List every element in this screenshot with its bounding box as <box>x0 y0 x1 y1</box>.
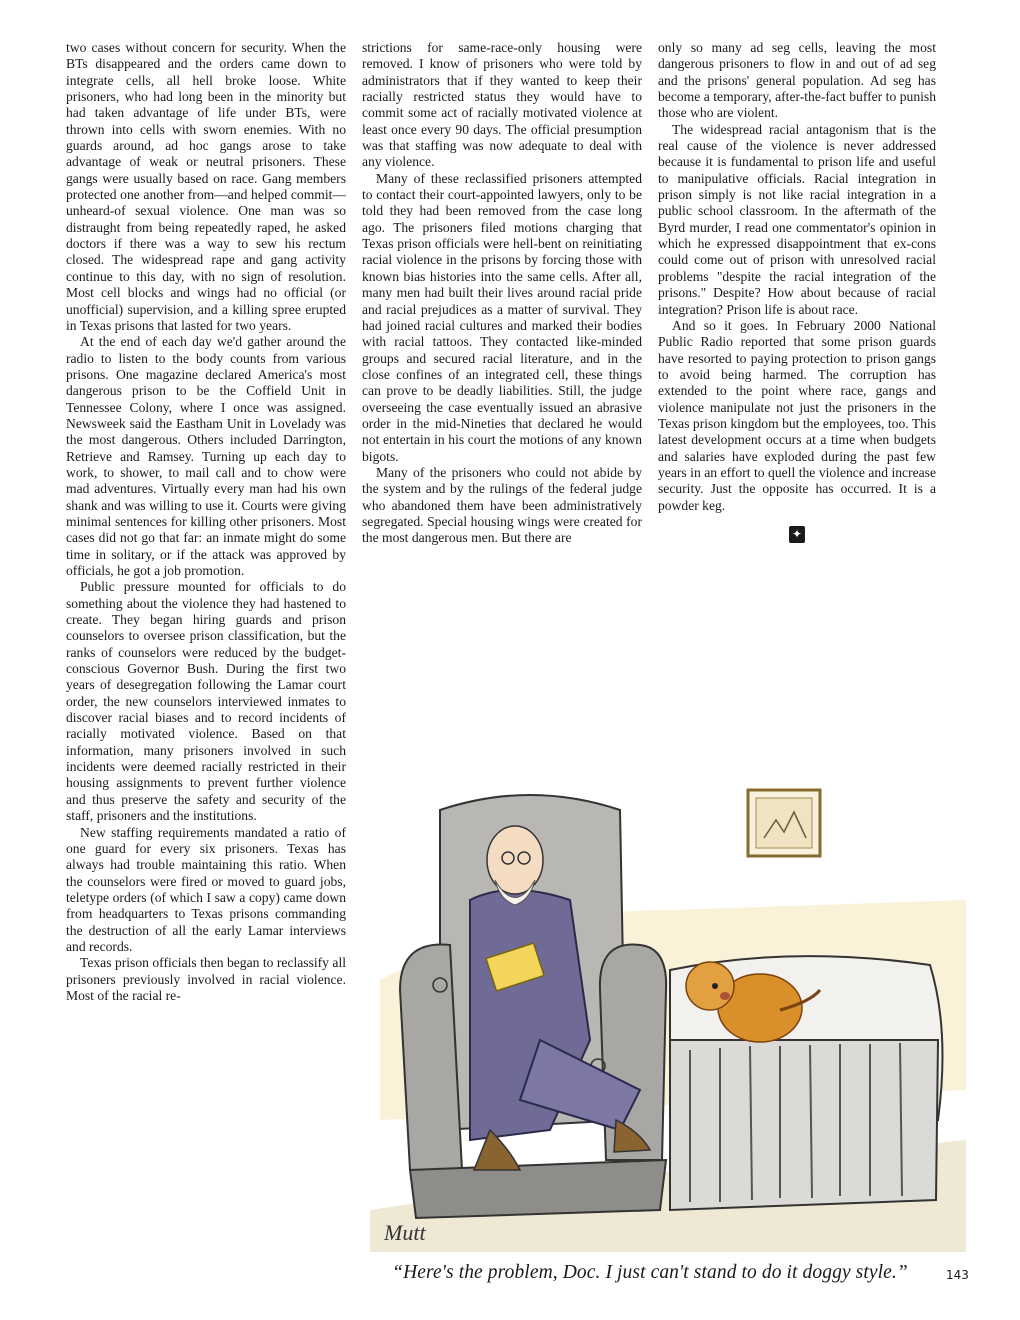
cartoon-illustration <box>370 740 966 1252</box>
paragraph: Texas prison officials then began to reclassify all prisoners previously involved in racial violence. Most of the racial re- <box>66 955 346 1003</box>
paragraph: strictions for same-race-only housing were removed. I know of prisoners who were told by administrators that if they wanted to keep their racially restricted status they would have to commit some act of racially motivated violence at least once every 90 days. The official presumption was that staffing was now adequate to deal with any violence. <box>362 40 642 170</box>
paragraph: Public pressure mounted for officials to do something about the violence they had hastened to create. They began hiring guards and prison counselors to oversee prison classification, but the ranks of counselors were reduced by the budget-conscious Governor Bush. During the first two years of desegregation following the Lamar court order, the new counselors interviewed inmates to discover racial biases and to record incidents of racially motivated violence. Based on that information, many prisoners involved in such incidents were deemed racially restricted in their housing assignments to prevent further violence and thus preserve the safety and security of the staff, prisoners and the institutions. <box>66 579 346 824</box>
paragraph: Many of the prisoners who could not abide by the system and by the rulings of the federal judge who abandoned them have been administratively segregated. Special housing wings were created for the most dangerous men. But there are <box>362 464 642 546</box>
paragraph: only so many ad seg cells, leaving the most dangerous prisoners to flow in and out of ad seg and the prisons' general population. Ad seg has become a temporary, after-the-fact buffer to punish those who are violent. <box>658 40 936 121</box>
wall-picture <box>748 790 820 856</box>
article-column-2 <box>362 40 642 547</box>
paragraph: And so it goes. In February 2000 National Public Radio reported that some prison guards have resorted to paying protection to prison gangs to avoid being harmed. The corruption has extended to the point where race, gangs and violence manipulate not just the prisoners in the Texas prison kingdom but the employees, too. This latest development occurs at a time when budgets and salaries have exploded during the past few years in an effort to quell the violence and increase security. Just the opposite has occurred. It is a powder keg. <box>658 317 936 513</box>
artist-signature: Mutt <box>384 1220 426 1245</box>
page-number: 143 <box>946 1268 969 1282</box>
paragraph: Many of these reclassified prisoners attempted to contact their court-appointed lawyers, only to be told they had been removed from the case long ago. The prisoners filed motions charging that Texas prison officials were hell-bent on reinitiating racial violence in the prisons by forcing those with known bias histories into the same cells. After all, many men had built their lives around racial pride and racial prejudices as a matter of survival. They had joined racial cultures and marked their bodies with racial tattoos. They contacted like-minded groups and secured racial literature, and in the close confines of an integrated cell, these things can prove to be deadly liabilities. Still, the judge overseeing the case eventually issued an abrasive order in the mid-Nineties that declared he would not entertain in his court the motions of any known bigots. <box>362 170 642 464</box>
paragraph: two cases without concern for security. When the BTs disappeared and the orders came down to integrate cells, all hell broke loose. White prisoners, who had long been in the minority but had taken advantage of life under BTs, were thrown into cells with sworn enemies. With no guards around, ad hoc gangs arose to take advantage of weak or neutral prisoners. These gangs were usually based on race. Gang members protected one another from—and helped commit—unheard-of sexual violence. One man was so distraught from being repeatedly raped, he asked doctors if there was a way to sew his rectum closed. The widespread rape and gang activity continue to this day, with no sign of resolution. Most cell blocks and wings had no official (or unofficial) supervision, and a killing spree erupted in Texas prisons that lasted for two years. <box>66 40 346 333</box>
cartoon-caption: “Here's the problem, Doc. I just can't stand to do it doggy style.” <box>392 1262 908 1283</box>
article-column-1 <box>66 40 346 1004</box>
article-column-3 <box>658 40 936 543</box>
paragraph: The widespread racial antagonism that is the real cause of the violence is never addressed because it is fundamental to prison life and useful to manipulative officials. Racial integration in prison simply is not like racial integration in a public school classroom. In the aftermath of the Byrd murder, I read one commentator's opinion in which he expressed disappointment that ex-cons could come out of prison with unresolved racial problems "despite the racial integration of the prisons." Despite? How about because of racial integration? Prison life is about race. <box>658 121 936 317</box>
paragraph: At the end of each day we'd gather around the radio to listen to the body counts from various prisons. One magazine declared America's most dangerous prison to be the Coffield Unit in Tennessee Colony, where I once was assigned. Newsweek said the Eastham Unit in Lovelady was the most dangerous. Others included Darrington, Retrieve and Ramsey. Turning up each day to work, to shower, to mail call and to chow were mad adventures. Virtually every man had his own shank and was willing to use it. Courts were giving minimal sentences for killing other prisoners. Most cases did not go that far: an inmate might do some time in solitary, or if the attack was approved by officials, he got a job promotion. <box>66 334 346 578</box>
end-of-article-icon: ✦ <box>789 526 805 543</box>
paragraph: New staffing requirements mandated a ratio of one guard for every six prisoners. Texas has always had trouble maintaining this ratio. When the counselors were fired or moved to guard jobs, teletype orders (of which I saw a copy) came down from headquarters to Texas prisons commanding the destruction of all the early Lamar interviews and records. <box>66 824 346 954</box>
